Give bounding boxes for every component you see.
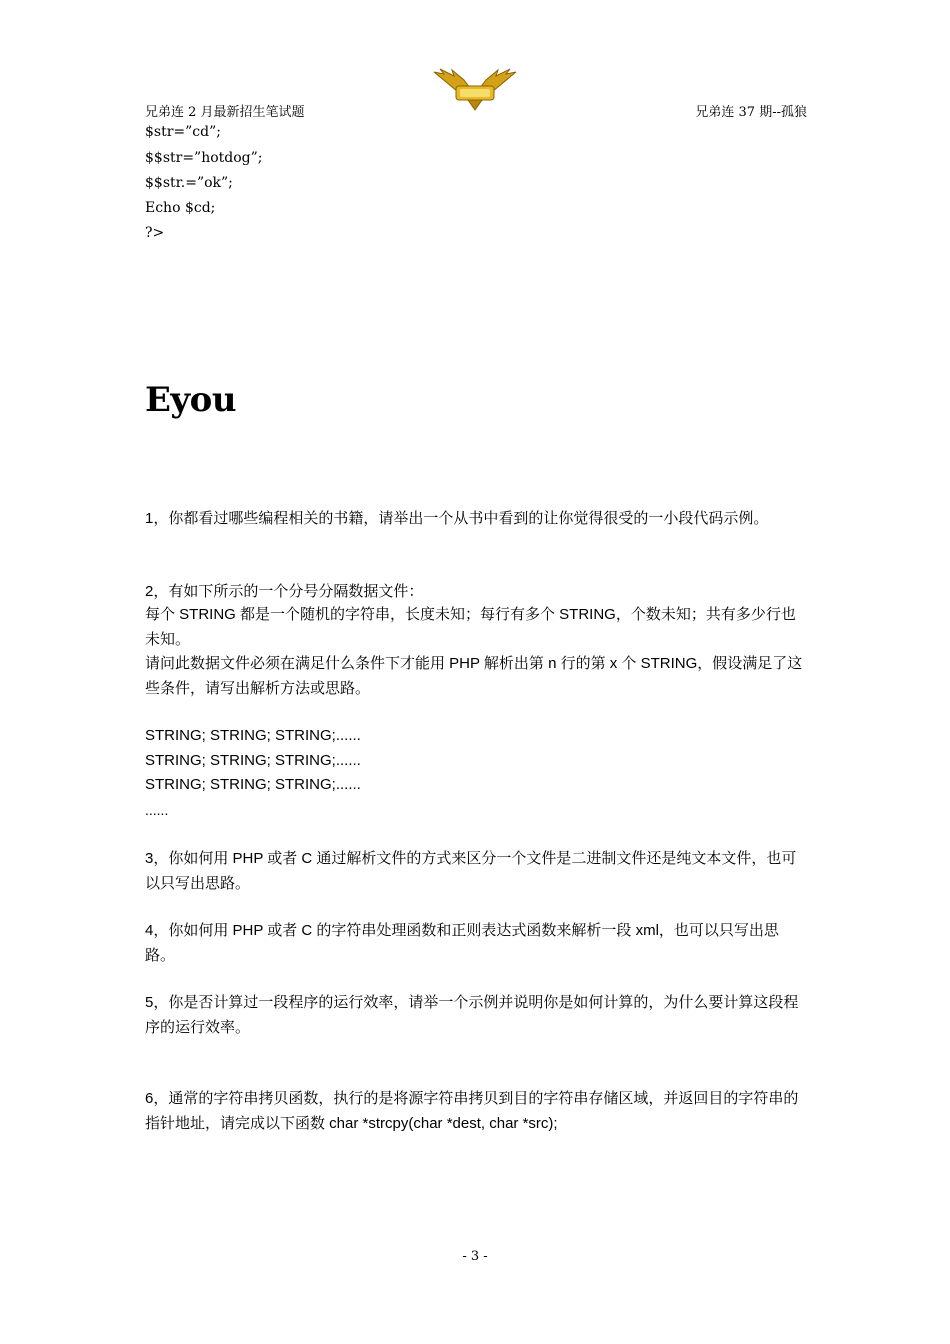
code-line: $$str=”hotdog”; xyxy=(145,150,263,166)
code-line: $str=”cd”; xyxy=(145,124,221,140)
question-1: 1，你都看过哪些编程相关的书籍，请举出一个从书中看到的让你觉得很受的一小段代码示例。 xyxy=(145,510,769,527)
section-title: Eyou xyxy=(145,380,237,420)
data-line: ...... xyxy=(145,802,169,818)
question-4: 4，你如何用 PHP 或者 C 的字符串处理函数和正则表达式函数来解析一段 xml，也可以只写出思路。 xyxy=(145,922,779,964)
code-line: ?> xyxy=(145,225,165,241)
question-5: 5，你是否计算过一段程序的运行效率，请举一个示例并说明你是如何计算的，为什么要计算这段程序的运行效率。 xyxy=(145,994,799,1036)
question-6: 6，通常的字符串拷贝函数，执行的是将源字符串拷贝到目的字符串存储区域，并返回目的字符串的指针地址，请完成以下函数 char *strcpy(char *dest, char *src); xyxy=(145,1090,799,1132)
data-line: STRING; STRING; STRING;...... xyxy=(145,752,361,769)
question-3: 3，你如何用 PHP 或者 C 通过解析文件的方式来区分一个文件是二进制文件还是纯文本文件，也可以只写出思路。 xyxy=(145,850,797,892)
winged-shield-logo-icon xyxy=(430,66,520,112)
question-2-intro: 2，有如下所示的一个分号分隔数据文件： xyxy=(145,583,424,600)
page-number: - 3 - xyxy=(462,1249,488,1264)
question-2-body: 每个 STRING 都是一个随机的字符串，长度未知；每行有多个 STRING，个数未知；共有多少行也未知。 xyxy=(145,606,796,648)
question-2-ask: 请问此数据文件必须在满足什么条件下才能用 PHP 解析出第 n 行的第 x 个 STRING，假设满足了这些条件，请写出解析方法或思路。 xyxy=(145,655,803,697)
code-line: $$str.=”ok”; xyxy=(145,175,233,191)
data-line: STRING; STRING; STRING;...... xyxy=(145,727,361,744)
data-line: STRING; STRING; STRING;...... xyxy=(145,776,361,793)
code-line: Echo $cd; xyxy=(145,200,216,216)
header-right-title: 兄弟连 37 期--孤狼 xyxy=(695,105,807,120)
header-left-title: 兄弟连 2 月最新招生笔试题 xyxy=(145,105,305,120)
